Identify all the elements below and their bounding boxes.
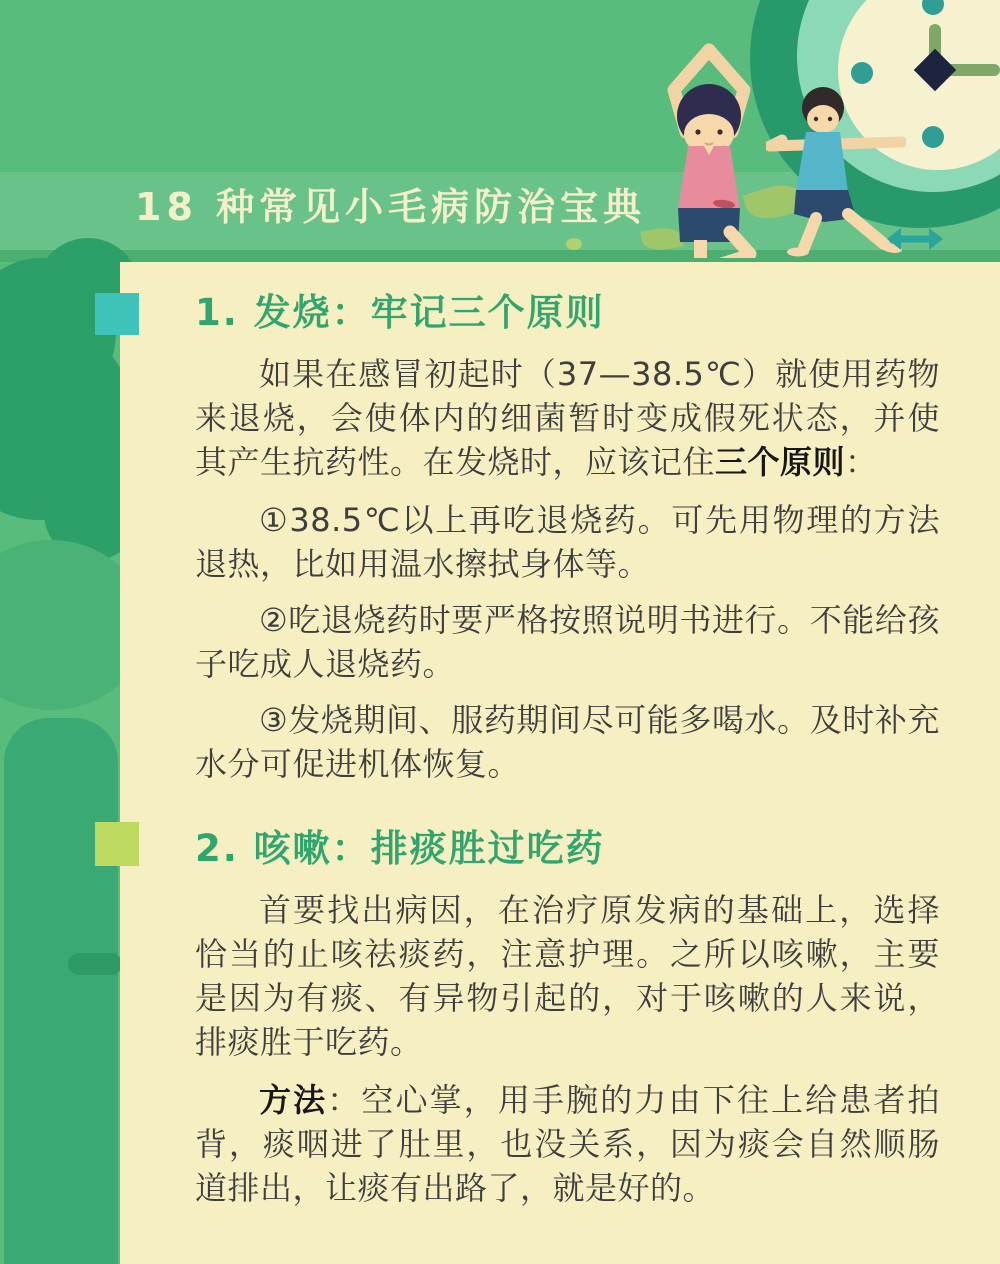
section-2-marker-square — [95, 822, 139, 866]
fever-rule-2: ②吃退烧药时要严格按照说明书进行。不能给孩子吃成人退烧药。 — [195, 601, 940, 683]
method-text: ：空心掌，用手腕的力由下往上给患者拍背，痰咽进了肚里，也没关系，因为痰会自然顺肠道排出，让痰有出路了，就是好的。 — [195, 1081, 940, 1207]
method-bold-label: 方法 — [259, 1081, 328, 1119]
margin-bar-decoration — [68, 953, 122, 975]
leaf-icon — [566, 238, 582, 250]
section-1-intro — [195, 352, 940, 484]
boy-exercise-figure — [766, 86, 906, 258]
girl-yoga-figure — [644, 40, 774, 258]
intro-tail-text: ： — [845, 443, 878, 481]
section-1-heading: 1. 发烧：牢记三个原则 — [195, 291, 605, 334]
section-cough — [195, 826, 940, 1210]
fever-rule-3: ③发烧期间、服药期间尽可能多喝水。及时补充水分可促进机体恢复。 — [195, 701, 940, 783]
intro-bold-text: 三个原则 — [715, 443, 846, 481]
margin-panel-decoration — [4, 718, 118, 1264]
fever-rule-1: ①38.5℃以上再吃退烧药。可先用物理的方法退热，比如用温水擦拭身体等。 — [195, 501, 940, 583]
section-2-heading: 2. 咳嗽：排痰胜过吃药 — [195, 827, 605, 870]
section-fever — [195, 290, 940, 786]
poster-title: 18 种常见小毛病防治宝典 — [135, 185, 647, 229]
section-2-intro: 首要找出病因，在治疗原发病的基础上，选择恰当的止咳祛痰药，注意护理。之所以咳嗽，主要是因为有痰、有异物引起的，对于咳嗽的人来说，排痰胜于吃药。 — [195, 891, 940, 1061]
cough-method — [195, 1078, 940, 1210]
dumbbell-icon — [886, 226, 944, 252]
intro-text: 如果在感冒初起时（37—38.5℃）就使用药物来退烧，会使体内的细菌暂时变成假死状态，并使其产生抗药性。在发烧时，应该记住 — [195, 355, 940, 481]
content-card — [120, 262, 1000, 1264]
section-1-marker-square — [95, 293, 139, 335]
